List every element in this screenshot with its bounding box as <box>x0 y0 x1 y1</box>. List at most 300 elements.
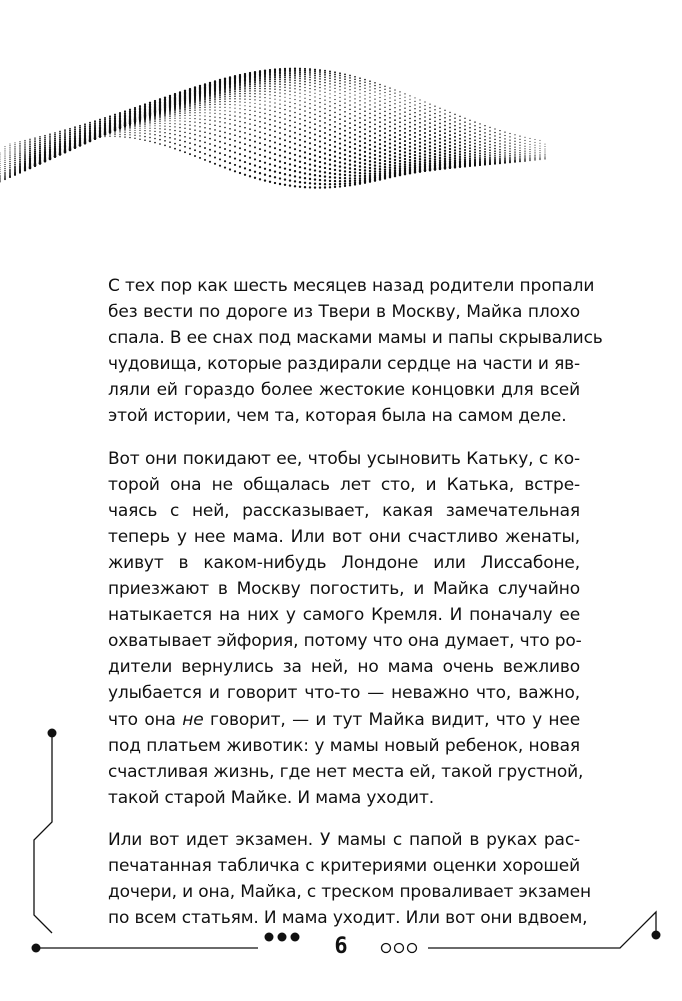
wave-dot <box>339 147 341 149</box>
wave-dot <box>299 123 301 125</box>
wave-dot <box>264 156 266 158</box>
wave-dot <box>234 115 235 116</box>
wave-dot <box>389 113 391 115</box>
wave-dot <box>359 165 361 167</box>
wave-dot <box>389 97 390 98</box>
wave-dot <box>219 130 221 132</box>
wave-dot <box>139 130 140 131</box>
wave-dot <box>384 145 386 147</box>
wave-dot <box>434 120 436 122</box>
wave-dot <box>154 142 156 144</box>
wave-dot <box>519 154 520 155</box>
wave-dot <box>294 180 296 182</box>
wave-dot <box>274 99 275 100</box>
wave-dot <box>249 118 251 120</box>
wave-dot <box>309 82 311 84</box>
wave-dot <box>249 157 251 159</box>
wave-dot <box>419 103 420 104</box>
wave-dot <box>404 136 406 138</box>
wave-dot <box>529 146 530 147</box>
wave-dot <box>74 128 76 130</box>
wave-dot <box>344 149 346 151</box>
wave-dot <box>249 175 251 177</box>
wave-dot <box>474 159 475 160</box>
wave-dot <box>359 149 361 151</box>
wave-dot <box>114 133 115 134</box>
wave-dot <box>534 142 535 143</box>
text-line: живут в каком-нибудь Лондоне или Лиссабоне, <box>108 552 580 573</box>
wave-dot <box>284 128 286 130</box>
wave-dot <box>424 150 426 152</box>
circuit-line-icon <box>428 912 656 948</box>
wave-dot <box>374 150 376 152</box>
wave-dot <box>24 157 26 159</box>
wave-dot <box>449 154 451 156</box>
wave-dot <box>409 102 410 103</box>
wave-dot <box>359 89 360 90</box>
wave-dot <box>494 153 496 155</box>
wave-dot <box>389 130 391 132</box>
wave-dot <box>545 146 546 147</box>
wave-dot <box>309 158 311 160</box>
wave-dot <box>299 113 301 115</box>
wave-dot <box>259 93 260 94</box>
wave-dot <box>219 121 220 122</box>
wave-dot <box>394 99 395 100</box>
wave-dot <box>379 90 380 91</box>
wave-dot <box>184 118 185 119</box>
wave-dot <box>324 79 326 81</box>
wave-dot <box>414 140 416 142</box>
wave-dot <box>479 141 481 143</box>
wave-dot <box>199 122 200 123</box>
wave-dot <box>349 163 351 165</box>
wave-dot <box>314 144 316 146</box>
wave-dot <box>339 72 341 74</box>
wave-dot <box>259 85 261 87</box>
wave-dot <box>279 149 281 151</box>
wave-dot <box>394 123 396 125</box>
wave-dot <box>229 93 231 95</box>
wave-dot <box>349 136 351 138</box>
wave-dot <box>259 79 261 81</box>
wave-dot <box>439 119 441 121</box>
wave-dot <box>184 151 186 153</box>
wave-dot <box>424 105 425 106</box>
wave-dot <box>304 141 306 143</box>
wave-dot <box>314 77 316 79</box>
wave-dot <box>209 112 210 113</box>
wave-dot <box>24 164 26 166</box>
wave-dot <box>264 150 266 152</box>
wave-dot <box>164 115 166 117</box>
wave-dot <box>454 152 456 154</box>
wave-dot <box>429 130 431 132</box>
wave-dot <box>424 128 426 130</box>
wave-dot <box>124 132 125 133</box>
wave-dot <box>204 115 205 116</box>
wave-dot <box>189 118 190 119</box>
wave-dot <box>204 127 206 129</box>
wave-dot <box>364 79 366 81</box>
wave-dot <box>359 113 361 115</box>
wave-dot <box>214 120 215 121</box>
wave-dot <box>294 175 296 177</box>
wave-dot <box>274 159 276 161</box>
wave-dot <box>279 143 281 145</box>
wave-dot <box>249 88 251 90</box>
wave-dot <box>294 77 296 79</box>
wave-dot <box>199 151 201 153</box>
wave-dot <box>189 115 190 116</box>
wave-dot <box>304 146 306 148</box>
wave-dot <box>389 101 390 102</box>
wave-dot <box>229 128 231 130</box>
wave-dot <box>414 120 416 122</box>
wave-dot <box>499 146 501 148</box>
wave-dot <box>189 133 191 135</box>
wave-dot <box>244 167 246 169</box>
wave-dot <box>144 122 145 123</box>
wave-dot <box>489 152 491 154</box>
wave-dot <box>274 176 276 178</box>
wave-dot <box>349 118 351 120</box>
wave-dot <box>354 81 356 83</box>
wave-dot <box>269 129 271 131</box>
wave-dot <box>369 126 371 128</box>
wave-dot <box>414 128 416 130</box>
wave-dot <box>209 98 211 100</box>
wave-dot <box>44 135 46 137</box>
wave-dot <box>194 149 196 151</box>
wave-dot <box>484 125 485 126</box>
wave-dot <box>299 150 301 152</box>
wave-dot <box>149 123 150 124</box>
wave-dot <box>274 111 275 112</box>
wave-dot <box>94 124 96 126</box>
wave-dot <box>404 144 406 146</box>
wave-dot <box>479 152 481 154</box>
wave-dot <box>254 80 256 82</box>
wave-dot <box>324 162 326 164</box>
wave-dot <box>24 153 26 155</box>
wave-dot <box>44 148 46 150</box>
wave-dot <box>209 128 211 130</box>
wave-dot <box>474 154 476 156</box>
wave-dot <box>199 109 200 110</box>
wave-dot <box>179 123 180 124</box>
wave-dot <box>254 152 256 154</box>
text-line: ляли ей гораздо более жестокие концовки для всей <box>108 380 580 401</box>
wave-dot <box>339 165 341 167</box>
wave-dot <box>344 185 346 187</box>
wave-dot <box>269 105 270 106</box>
wave-dot <box>314 83 315 84</box>
wave-dot <box>5 146 6 147</box>
wave-dot <box>244 105 245 106</box>
wave-dot <box>269 146 271 148</box>
wave-dot <box>64 133 66 135</box>
wave-dot <box>179 144 181 146</box>
wave-dot <box>289 115 291 117</box>
wave-dot <box>239 87 241 89</box>
wave-dot <box>229 96 231 98</box>
wave-dot <box>459 156 461 158</box>
wave-dot <box>319 98 320 99</box>
wave-dot <box>344 177 346 179</box>
wave-dot <box>314 154 316 156</box>
wave-dot <box>514 155 515 156</box>
wave-dot <box>4 160 5 161</box>
wave-dot <box>244 149 246 151</box>
wave-dot <box>39 142 41 144</box>
wave-dot <box>259 126 261 128</box>
wave-dot <box>149 130 150 131</box>
wave-dot <box>234 129 236 131</box>
wave-dot <box>289 179 291 181</box>
wave-dot <box>254 103 255 104</box>
wave-dot <box>369 181 371 183</box>
wave-dot <box>519 150 520 151</box>
wave-dot <box>434 147 436 149</box>
wave-dot <box>134 138 135 139</box>
wave-dot <box>484 139 486 141</box>
wave-dot <box>409 164 411 166</box>
wave-dot <box>349 132 351 134</box>
wave-dot <box>239 131 241 133</box>
wave-dot <box>354 87 355 88</box>
wave-dot <box>529 155 530 156</box>
wave-dot <box>419 110 420 111</box>
wave-dot <box>469 123 471 125</box>
wave-dot <box>439 141 441 143</box>
wave-dot <box>289 87 290 88</box>
wave-dot <box>229 133 231 135</box>
wave-dot <box>329 186 331 188</box>
wave-dot <box>169 114 171 116</box>
wave-dot <box>274 147 276 149</box>
wave-dot <box>329 168 331 170</box>
wave-dot <box>449 151 451 153</box>
wave-dot <box>269 124 271 126</box>
wave-dot <box>284 77 286 79</box>
wave-dot <box>499 154 501 156</box>
wave-dot <box>364 124 366 126</box>
wave-dot <box>169 116 170 117</box>
wave-dot <box>354 177 356 179</box>
wave-dot <box>299 176 301 178</box>
wave-dot <box>534 152 535 153</box>
wave-dot <box>324 108 325 109</box>
wave-dot <box>314 160 316 162</box>
wave-dot <box>229 90 231 92</box>
wave-dot <box>469 134 471 136</box>
wave-dot <box>339 173 341 175</box>
wave-dot <box>494 132 495 133</box>
wave-dot <box>344 174 346 176</box>
wave-dot <box>379 165 381 167</box>
wave-dot <box>464 143 466 145</box>
wave-dot <box>324 167 326 169</box>
wave-dot <box>429 148 431 150</box>
wave-dot <box>334 91 335 92</box>
wave-dot <box>9 145 10 146</box>
wave-dot <box>14 168 15 169</box>
wave-dot <box>249 96 250 97</box>
wave-dot <box>124 134 125 135</box>
wave-dot <box>354 171 356 173</box>
wave-dot <box>274 130 276 132</box>
wave-dot <box>269 134 271 136</box>
wave-dot <box>424 124 426 126</box>
wave-dot <box>344 130 346 132</box>
wave-dot <box>234 104 235 105</box>
wave-dot <box>214 129 216 131</box>
wave-dot <box>545 144 546 145</box>
wave-dot <box>189 104 191 106</box>
wave-dot <box>379 84 381 86</box>
wave-dot <box>399 134 401 136</box>
wave-dot <box>329 83 330 84</box>
wave-dot <box>19 148 20 149</box>
wave-dot <box>429 155 431 157</box>
wave-dot <box>254 111 255 112</box>
wave-dot <box>239 121 241 123</box>
wave-dot <box>144 133 145 134</box>
wave-dot <box>49 133 51 135</box>
wave-dot <box>239 85 241 87</box>
wave-dot <box>234 120 235 121</box>
wave-dot <box>374 170 376 172</box>
wave-dot <box>484 136 486 138</box>
wave-dot <box>414 154 416 156</box>
wave-dot <box>545 154 546 155</box>
wave-dot <box>439 134 441 136</box>
wave-dot <box>329 77 331 79</box>
wave-dot <box>284 73 286 75</box>
wave-dot <box>414 147 416 149</box>
wave-dot <box>159 119 160 120</box>
wave-dot <box>334 173 336 175</box>
wave-dot <box>269 77 271 79</box>
wave-dot <box>319 71 321 73</box>
wave-dot <box>359 83 360 84</box>
wave-dot <box>29 146 31 148</box>
wave-dot <box>479 150 481 152</box>
wave-dot <box>444 117 446 119</box>
wave-dot <box>409 142 411 144</box>
wave-dot <box>519 152 520 153</box>
wave-dot <box>259 81 261 83</box>
wave-dot <box>399 138 401 140</box>
wave-dot <box>359 104 360 105</box>
wave-dot <box>264 174 266 176</box>
wave-dot <box>449 115 451 117</box>
wave-dot <box>184 146 186 148</box>
wave-dot <box>139 124 140 125</box>
wave-dot <box>314 70 316 72</box>
wave-dot <box>469 150 471 152</box>
wave-dot <box>4 164 5 165</box>
wave-dot <box>69 133 71 135</box>
wave-dot <box>4 162 5 163</box>
wave-dot <box>314 96 315 97</box>
wave-dot <box>239 126 241 128</box>
wave-dot <box>439 145 441 147</box>
wave-dot <box>424 143 426 145</box>
wave-dot <box>339 123 341 125</box>
wave-dot <box>509 145 510 146</box>
wave-dot <box>254 130 256 132</box>
wave-dot <box>269 83 271 85</box>
wave-dot <box>279 73 281 75</box>
wave-dot <box>429 122 431 124</box>
wave-dot <box>409 134 411 136</box>
wave-dot <box>334 79 336 81</box>
wave-dot <box>434 113 435 114</box>
wave-dot <box>349 96 350 97</box>
wave-dot <box>399 157 401 159</box>
wave-dot <box>389 166 391 168</box>
wave-dot <box>509 153 510 154</box>
wave-dot <box>284 151 286 153</box>
wave-dot <box>49 145 51 147</box>
wave-dot <box>324 88 325 89</box>
wave-dot <box>514 144 515 145</box>
wave-dot <box>314 72 316 74</box>
wave-dot <box>304 98 305 99</box>
wave-dot <box>364 82 366 84</box>
wave-dot <box>454 149 456 151</box>
wave-dot <box>199 101 201 103</box>
wave-dot <box>219 126 221 128</box>
wave-dot <box>229 168 231 170</box>
wave-dot <box>399 163 401 165</box>
wave-dot <box>99 121 101 123</box>
wave-dot <box>294 75 296 77</box>
wave-dot <box>174 123 175 124</box>
wave-dot <box>344 158 346 160</box>
wave-dot <box>499 157 500 158</box>
wave-dot <box>164 136 166 138</box>
wave-dot <box>39 138 41 140</box>
wave-dot <box>174 118 175 119</box>
wave-dot <box>379 130 381 132</box>
wave-dot <box>454 146 456 148</box>
wave-dot <box>59 138 61 140</box>
wave-dot <box>394 148 396 150</box>
wave-dot <box>149 128 150 129</box>
wave-dot <box>224 154 226 156</box>
wave-dot <box>309 99 310 100</box>
wave-dot <box>354 143 356 145</box>
wave-dot <box>329 101 330 102</box>
wave-dot <box>344 76 346 78</box>
wave-dot <box>314 118 316 120</box>
wave-dot <box>409 118 411 120</box>
wave-dot <box>344 154 346 156</box>
wave-dot <box>289 184 291 186</box>
wave-dot <box>89 126 91 128</box>
wave-dot <box>39 149 41 151</box>
wave-dot <box>489 141 491 143</box>
wave-dot <box>404 111 406 113</box>
wave-dot <box>264 133 266 135</box>
wave-dot <box>329 134 331 136</box>
wave-dot <box>359 169 361 171</box>
wave-dot <box>419 122 421 124</box>
wave-dot <box>269 114 270 115</box>
